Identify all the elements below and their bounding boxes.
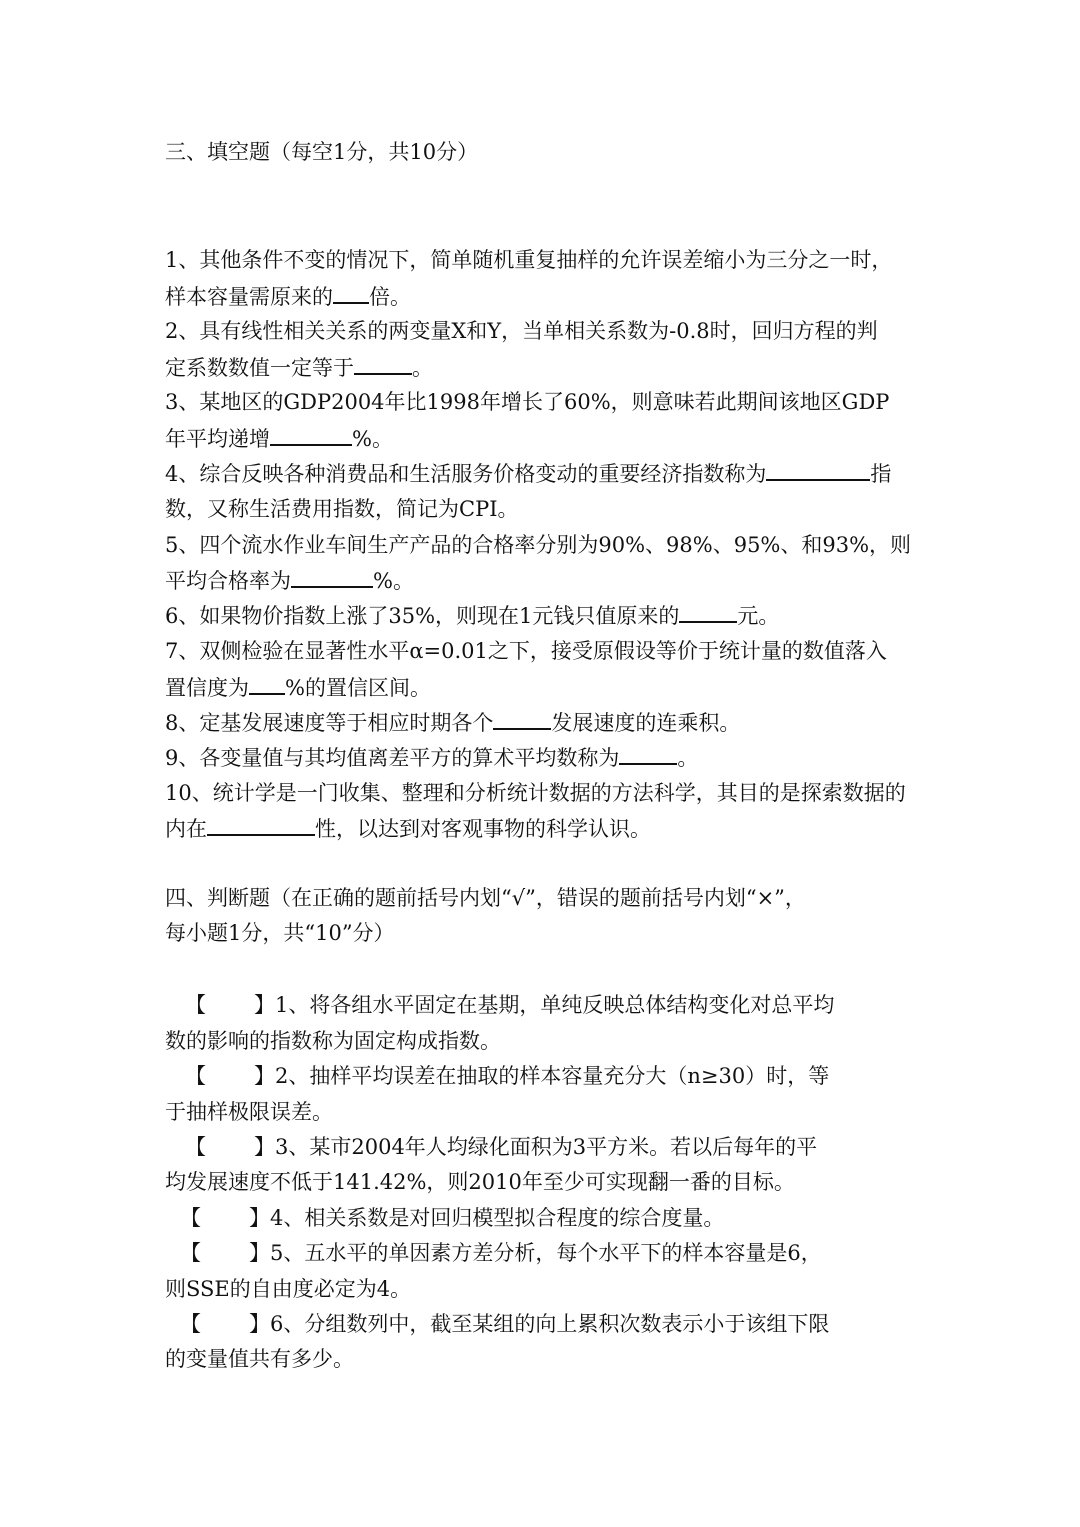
question-2-line-1: 2、具有线性相关关系的两变量X和Y，当单相关系数为-0.8时，回归方程的判 [165, 319, 878, 343]
bracket-close: 】 [249, 1312, 270, 1336]
q6-text-end: 元。 [737, 604, 780, 628]
q3-text: 年平均递增 [165, 427, 270, 451]
answer-blank [249, 673, 285, 695]
answer-blank [291, 566, 373, 588]
question-6-line-1 [165, 601, 925, 630]
judgment-2-line-1 [185, 1062, 945, 1090]
q1-text: 样本容量需原来的 [165, 285, 333, 309]
bracket-close: 】 [249, 1241, 270, 1265]
judgment-3-line-2: 均发展速度不低于141.42%，则2010年至少可实现翻一番的目标。 [165, 1170, 795, 1194]
judgment-4-line-1 [180, 1204, 940, 1232]
question-4-line-2: 数，又称生活费用指数，简记为CPI。 [165, 497, 519, 521]
bracket-close: 】 [254, 1064, 275, 1088]
q1-text-end: 倍。 [369, 285, 411, 309]
q6-text: 6、如果物价指数上涨了35%，则现在1元钱只值原来的 [165, 604, 680, 628]
section3-title: 三、填空题（每空1分，共10分） [165, 140, 479, 164]
q7-text: 置信度为 [165, 676, 249, 700]
judgment-6-line-2: 的变量值共有多少。 [165, 1347, 354, 1371]
section4-title-line-1: 四、判断题（在正确的题前括号内划“√”，错误的题前括号内划“×”， [165, 886, 806, 910]
q5-text: 平均合格率为 [165, 569, 291, 593]
answer-blank [619, 743, 677, 765]
bracket-open: 【 [185, 1135, 206, 1159]
judgment-1-line-2: 数的影响的指数称为固定构成指数。 [165, 1029, 501, 1053]
bracket-open: 【 [185, 993, 206, 1017]
q9-text-end: 。 [677, 746, 699, 770]
answer-blank [354, 353, 412, 375]
bracket-close: 】 [254, 993, 275, 1017]
question-7-line-1: 7、双侧检验在显著性水平α=0.01之下，接受原假设等价于统计量的数值落入 [165, 639, 887, 663]
q2-text: 定系数数值一定等于 [165, 356, 354, 380]
judgment-3-text: 3、某市2004年人均绿化面积为3平方米。若以后每年的平 [275, 1135, 818, 1159]
question-8-line-1 [165, 708, 925, 737]
section4-title-line-2: 每小题1分，共“10”分） [165, 921, 395, 945]
judgment-1-text: 1、将各组水平固定在基期，单纯反映总体结构变化对总平均 [275, 993, 835, 1017]
q8-text-end: 发展速度的连乘积。 [551, 711, 741, 735]
question-10-line-2 [165, 814, 925, 843]
question-9-line-1 [165, 743, 925, 772]
question-1-line-1: 1、其他条件不变的情况下，简单随机重复抽样的允许误差缩小为三分之一时， [165, 248, 893, 272]
q10-text-end: 性，以达到对客观事物的科学认识。 [315, 817, 651, 841]
answer-blank [333, 282, 369, 304]
judgment-4-text: 4、相关系数是对回归模型拟合程度的综合度量。 [270, 1206, 725, 1230]
question-4-line-1 [165, 459, 925, 488]
question-1-line-2 [165, 282, 925, 311]
judgment-2-line-2: 于抽样极限误差。 [165, 1100, 333, 1124]
answer-blank [766, 459, 870, 481]
q9-text: 9、各变量值与其均值离差平方的算术平均数称为 [165, 746, 620, 770]
answer-blank [270, 424, 352, 446]
bracket-open: 【 [185, 1064, 206, 1088]
question-3-line-2 [165, 424, 925, 453]
answer-blank [207, 814, 315, 836]
q4-text: 4、综合反映各种消费品和生活服务价格变动的重要经济指数称为 [165, 462, 767, 486]
q8-text: 8、定基发展速度等于相应时期各个 [165, 711, 494, 735]
bracket-open: 【 [180, 1241, 201, 1265]
question-5-line-1: 5、四个流水作业车间生产产品的合格率分别为90%、98%、95%、和93%，则 [165, 533, 912, 557]
question-10-line-1: 10、统计学是一门收集、整理和分析统计数据的方法科学，其目的是探索数据的 [165, 781, 906, 805]
question-2-line-2 [165, 353, 925, 382]
bracket-open: 【 [180, 1312, 201, 1336]
q7-text-end: %的置信区间。 [285, 676, 431, 700]
q4-text-end: 指 [870, 462, 892, 486]
judgment-6-text: 6、分组数列中，截至某组的向上累积次数表示小于该组下限 [270, 1312, 830, 1336]
answer-blank [679, 601, 737, 623]
question-5-line-2 [165, 566, 925, 595]
judgment-2-text: 2、抽样平均误差在抽取的样本容量充分大（n≥30）时，等 [275, 1064, 830, 1088]
q3-text-end: %。 [352, 427, 393, 451]
judgment-5-text: 5、五水平的单因素方差分析，每个水平下的样本容量是6， [270, 1241, 822, 1265]
judgment-5-line-1 [180, 1239, 940, 1267]
judgment-5-line-2: 则SSE的自由度必定为4。 [165, 1277, 412, 1301]
q2-text-end: 。 [412, 356, 433, 380]
q10-text: 内在 [165, 817, 207, 841]
answer-blank [493, 708, 551, 730]
question-3-line-1: 3、某地区的GDP2004年比1998年增长了60%，则意味若此期间该地区GDP [165, 390, 890, 414]
judgment-1-line-1 [185, 991, 945, 1019]
judgment-3-line-1 [185, 1133, 945, 1161]
bracket-close: 】 [249, 1206, 270, 1230]
bracket-open: 【 [180, 1206, 201, 1230]
bracket-close: 】 [254, 1135, 275, 1159]
question-7-line-2 [165, 673, 925, 702]
q5-text-end: %。 [373, 569, 414, 593]
judgment-6-line-1 [180, 1310, 940, 1338]
